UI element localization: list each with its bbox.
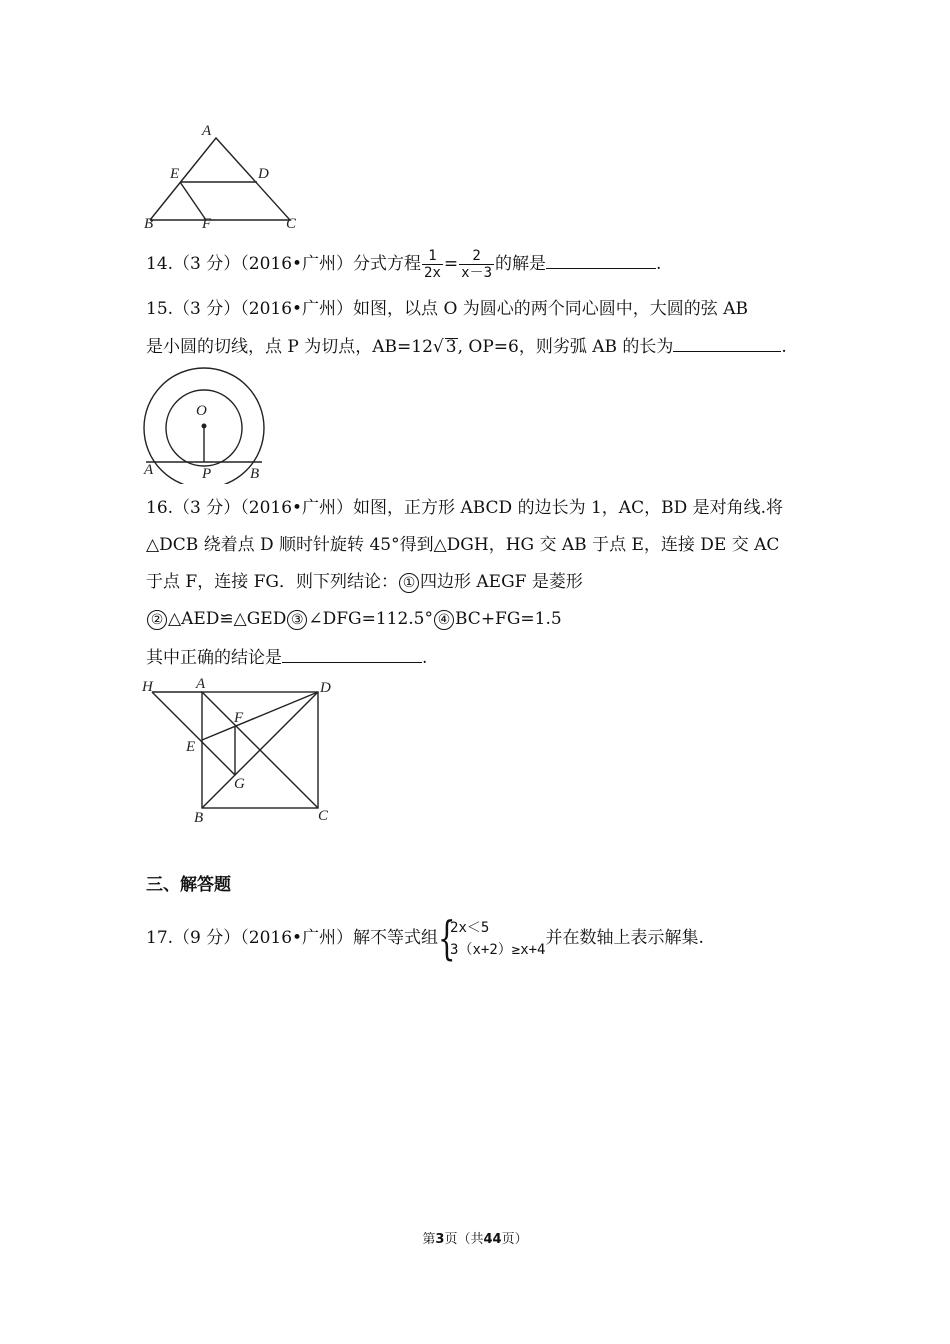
- sqrt-radicand: 3: [445, 337, 457, 357]
- answer-blank-16[interactable]: [282, 644, 422, 663]
- segment-ed: [202, 692, 318, 740]
- segment-hg: [152, 692, 235, 775]
- label-h: H: [142, 679, 153, 695]
- fraction-lhs: $\frac{1}{2x}$: [424, 248, 441, 281]
- circled-number-2: ②: [147, 610, 167, 630]
- label-f: F: [234, 710, 244, 726]
- q16-line-5: 其中正确的结论是 .: [146, 644, 427, 670]
- triangle-figure: [140, 120, 310, 232]
- circled-number-4: ④: [434, 610, 454, 630]
- q16-line-4: ② △AED≌△GED ③ ∠DFG=112.5° ④ BC+FG=1.5: [146, 607, 562, 631]
- label-a: A: [144, 462, 154, 478]
- question-17: 17.（9 分）（2016•广州）解不等式组 { 2x＜5 3（x+2）≥x+4 并在数轴上表示解集.: [146, 910, 704, 965]
- inequality-system: { 2x＜5 3（x+2）≥x+4: [438, 910, 546, 965]
- label-d: D: [258, 166, 269, 182]
- circled-number-3: ③: [287, 610, 307, 630]
- label-o: O: [196, 403, 207, 419]
- equals-sign: =: [443, 254, 459, 274]
- circled-number-1: ①: [399, 573, 419, 593]
- label-e: E: [186, 739, 196, 755]
- answer-blank-14[interactable]: [546, 250, 656, 269]
- label-d: D: [320, 680, 331, 696]
- inequality-2: 3（x+2）≥x+4: [450, 941, 546, 958]
- sqrt-sign: √: [432, 337, 444, 357]
- circles-figure: [138, 366, 273, 484]
- label-c: C: [286, 216, 297, 232]
- label-b: B: [144, 216, 154, 232]
- question-14: 14.（3 分）（2016•广州）分式方程 $\frac{1}{2x}$ = $\frac{2}{x-3}$ 的解是 .: [146, 248, 662, 281]
- q14-suffix: 的解是: [495, 254, 547, 274]
- answer-blank-15[interactable]: [673, 333, 781, 352]
- q15-line-1: 15.（3 分）（2016•广州）如图，以点 O 为圆心的两个同心圆中，大圆的弦 AB: [146, 299, 748, 319]
- q14-text: 14.（3 分）（2016•广州）分式方程: [146, 254, 422, 274]
- page-number: 3: [435, 1232, 445, 1247]
- label-b: B: [194, 810, 204, 826]
- segment-ef: [180, 182, 206, 220]
- label-f: F: [202, 216, 212, 232]
- center-point: [202, 424, 207, 429]
- label-p: P: [202, 466, 212, 482]
- total-pages: 44: [483, 1232, 502, 1247]
- label-c: C: [318, 808, 329, 824]
- square-figure: [138, 674, 338, 826]
- label-e: E: [170, 166, 180, 182]
- label-a: A: [202, 123, 212, 139]
- q15-line-2: 是小圆的切线，点 P 为切点，AB=12√ 3, OP=6，则劣弧 AB 的长为 .: [146, 333, 787, 359]
- inequality-1: 2x＜5: [450, 919, 490, 936]
- page-footer: 第3页（共44页）: [422, 1232, 528, 1247]
- section-heading: 三、解答题: [146, 875, 231, 895]
- q16-line-1: 16.（3 分）（2016•广州）如图，正方形 ABCD 的边长为 1，AC，BD 是对角线.将: [146, 498, 784, 518]
- label-g: G: [234, 776, 245, 792]
- fraction-rhs: $\frac{2}{x-3}$: [461, 248, 493, 281]
- label-a: A: [196, 676, 206, 692]
- q16-line-2: △DCB 绕着点 D 顺时针旋转 45°得到△DGH，HG 交 AB 于点 E，连接 DE 交 AC: [146, 535, 780, 555]
- label-b: B: [250, 466, 260, 482]
- q16-line-3: 于点 F，连接 FG．则下列结论： ① 四边形 AEGF 是菱形: [146, 572, 583, 592]
